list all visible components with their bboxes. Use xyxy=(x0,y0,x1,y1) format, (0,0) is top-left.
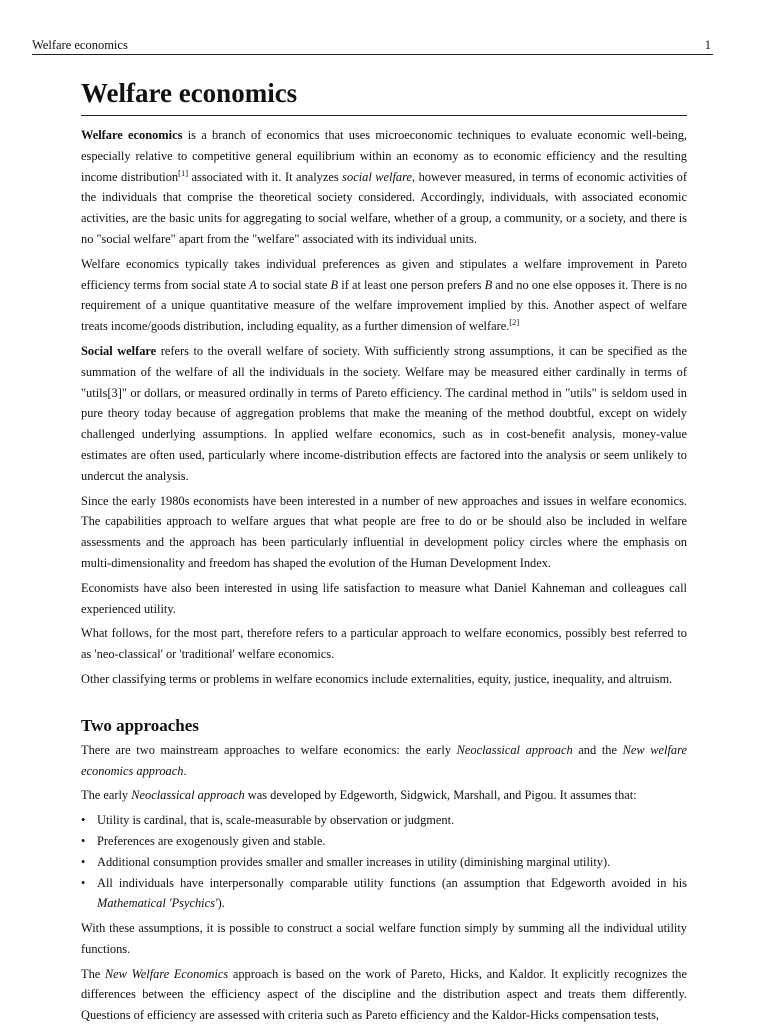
bold-term: Social welfare xyxy=(81,343,157,358)
text-run: Welfare economics typically takes individual preferences as given and stipulates a welfare improvement in Pareto efficiency terms from social state xyxy=(81,256,687,292)
text-run: All individuals have interpersonally comparable utility functions (an assumption that Edgeworth avoided in his xyxy=(97,875,687,890)
text-run: . xyxy=(183,763,187,778)
text-run: refers to the overall welfare of society. With sufficiently strong assumptions, it can be specified as the summation of the welfare of all the individuals in the society. Welfare may be measured either cardinally in terms of "utils[3]" or dollars, or measured ordinally in terms of Pareto efficiency. The cardinal method in "utils" is seldom used in pure theory today because of aggregation problems that make the meaning of the method doubtful, except on widely challenged underlying assumptions. In applied welfare economics, such as in cost-benefit analysis, money-value estimates are often used, particularly where income-distribution effects are factored into the analysis or seem unlikely to undercut the analysis. xyxy=(81,343,687,483)
page-number: 1 xyxy=(704,38,711,52)
list-item xyxy=(97,873,687,915)
text-run: if at least one person prefers xyxy=(338,277,485,292)
text-run: The xyxy=(81,966,105,981)
italic-term: New welfare economics approach xyxy=(81,742,687,778)
intro-paragraph-6: What follows, for the most part, therefore refers to a particular approach to welfare economics, possibly best referred to as 'neo-classical' or 'traditional' welfare economics. xyxy=(81,626,687,662)
intro-paragraph-1 xyxy=(81,125,687,250)
header-title: Welfare economics xyxy=(32,38,128,52)
text-run: approach is based on the work of Pareto, Hicks, and Kaldor. It explicitly recognizes the differences between the efficiency aspect of the discipline and the distribution aspect and treats them differently. Questions of efficiency are assessed with criteria such as Pareto efficiency and the Kaldor-Hicks compensation tests, xyxy=(81,966,687,1023)
italic-term: Neoclassical approach xyxy=(131,788,245,803)
list-item: • Preferences are exogenously given and stable. xyxy=(97,831,687,852)
italic-term: B xyxy=(484,277,493,292)
approaches-paragraph-3: With these assumptions, it is possible to construct a social welfare function simply by summing all the individual utility functions. xyxy=(81,921,687,956)
intro-paragraph-4: Since the early 1980s economists have been interested in a number of new approaches and issues in welfare economics. The capabilities approach to welfare argues that what people are free to do or be should also be included in welfare assessments and the approach has been particularly influential in development policy circles where the emphasis on multi-dimensionality and freedom has shaped the evolution of the Human Development Index. xyxy=(81,493,687,570)
text-run: and the xyxy=(572,742,623,757)
italic-term: B xyxy=(330,277,339,292)
text-run: , however measured, in terms of economic activities of the individuals that comprise the theoretical society considered. Accordingly, individuals, with associated economic activities, are the basic units for aggregating to social welfare, whether of a group, a community, or a society, and there is no "social welfare" apart from the "welfare" associated with its individual units. xyxy=(81,169,687,246)
list-item: • Additional consumption provides smaller and smaller increases in utility (diminishing marginal utility). xyxy=(97,852,687,873)
citation-ref[interactable]: [2] xyxy=(509,317,520,328)
intro-paragraph-3 xyxy=(81,341,687,487)
text-run: to social state xyxy=(256,277,331,292)
list-item: • Utility is cardinal, that is, scale-measurable by observation or judgment. xyxy=(97,810,687,831)
intro-paragraph-2 xyxy=(81,254,687,337)
citation-ref[interactable]: [1] xyxy=(178,167,189,178)
text-run: ). xyxy=(217,896,225,911)
italic-term: Neoclassical approach xyxy=(456,742,573,757)
italic-term: A xyxy=(249,277,257,292)
text-run: There are two mainstream approaches to welfare economics: the early xyxy=(81,742,457,757)
text-run: and no one else opposes it. There is no requirement of a unique quantitative measure of the welfare improvement implied by this. Another aspect of welfare treats income/goods distribution, including equality, as a further dimension of welfare. xyxy=(81,277,687,334)
text-run: is a branch of economics that uses microeconomic techniques to evaluate economic well-being, especially relative to competitive general equilibrium within an economy as to economic efficiency and the resulting income distribution xyxy=(81,128,688,184)
approaches-paragraph-2 xyxy=(81,785,687,806)
section-heading-two-approaches: Two approaches xyxy=(81,715,199,735)
running-header xyxy=(32,38,713,55)
approaches-paragraph-1 xyxy=(81,740,687,782)
assumptions-list xyxy=(81,810,687,914)
text-run: was developed by Edgeworth, Sidgwick, Marshall, and Pigou. It assumes that: xyxy=(244,788,637,803)
italic-term: social welfare xyxy=(342,169,412,184)
italic-term: Mathematical 'Psychics' xyxy=(97,896,218,911)
text-run: associated with it. It analyzes xyxy=(188,169,343,184)
bold-term: Welfare economics xyxy=(81,128,183,142)
text-run: The early xyxy=(81,788,132,803)
article-body xyxy=(81,125,687,1030)
italic-term: New Welfare Economics xyxy=(104,966,229,981)
intro-paragraph-5: Economists have also been interested in using life satisfaction to measure what Daniel Kahneman and colleagues call experienced utility. xyxy=(81,580,687,616)
article-title: Welfare economics xyxy=(81,76,687,116)
intro-paragraph-7: Other classifying terms or problems in welfare economics include externalities, equity, justice, inequality, and altruism. xyxy=(81,671,673,686)
approaches-paragraph-4 xyxy=(81,964,687,1026)
